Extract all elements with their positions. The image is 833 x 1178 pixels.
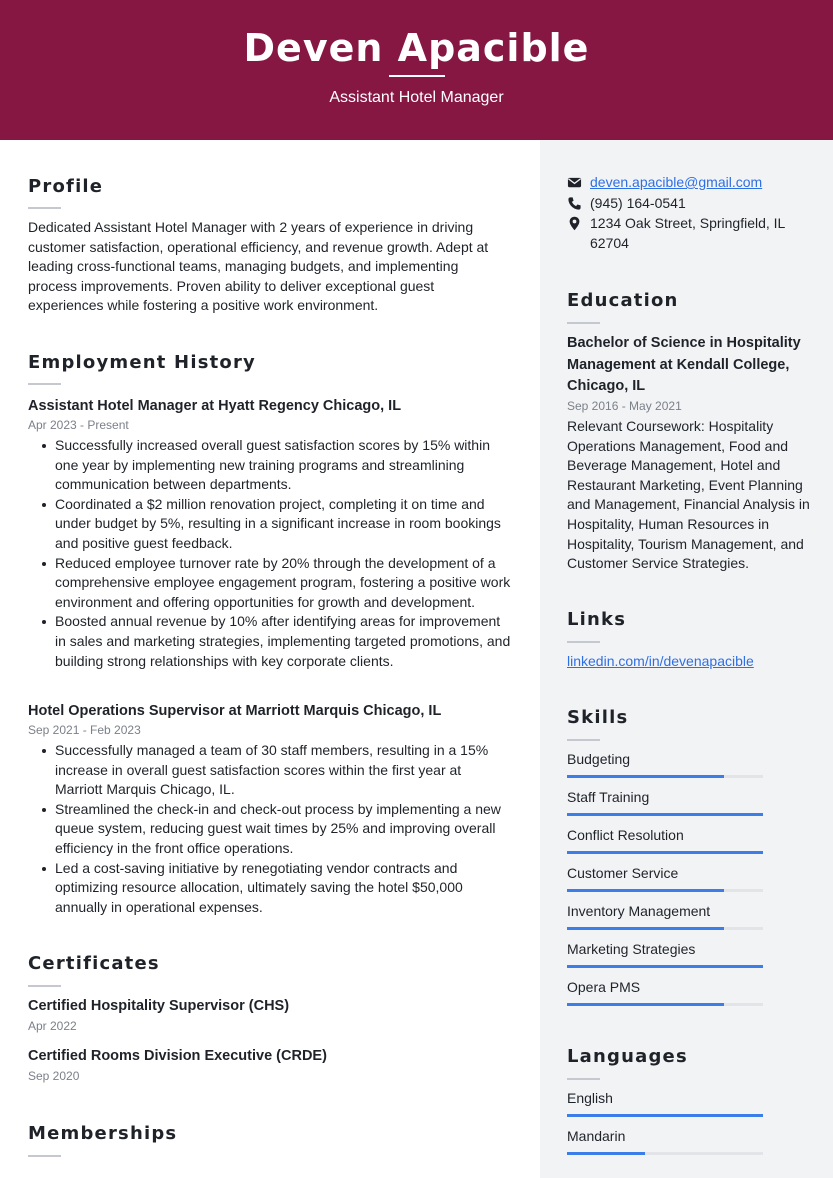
skill-level-bar [567,851,763,854]
skills-divider [567,739,600,741]
resume-header [0,0,833,140]
job-dates: Sep 2021 - Feb 2023 [28,723,141,737]
linkedin-link[interactable]: linkedin.com/in/devenapacible [567,653,754,669]
phone-number: (945) 164-0541 [590,195,686,211]
skill-level-fill [567,965,763,968]
candidate-name: Deven Apacible [243,26,590,70]
skills-heading: Skills [567,707,629,728]
bullet-item: Successfully managed a team of 30 staff members, resulting in a 15% increase in overall guest satisfaction scores within the first year at Marriott Marquis Chicago, IL. [28,741,512,800]
employment-heading: Employment History [28,352,256,373]
skill-level-bar [567,775,763,778]
job-title: Hotel Operations Supervisor at Marriott Marquis Chicago, IL [28,703,442,719]
candidate-title: Assistant Hotel Manager [329,89,504,106]
skill-name: Marketing Strategies [567,941,696,957]
address: 1234 Oak Street, Springfield, IL 62704 [590,215,785,251]
skill-level-fill [567,775,724,778]
language-name: Mandarin [567,1128,626,1144]
skill-name: Opera PMS [567,979,641,995]
certificate-date: Sep 2020 [28,1069,80,1083]
language-level-fill [567,1152,645,1155]
languages-heading: Languages [567,1046,688,1067]
bullet-item: Reduced employee turnover rate by 20% through the development of a comprehensive employee engagement program, fostering a positive work environment and offering opportunities for growth and development. [28,554,512,613]
certificates-divider [28,985,61,987]
degree-title: Bachelor of Science in Hospitality Management at Kendall College, Chicago, IL [567,335,801,394]
links-heading: Links [567,609,627,630]
certificates-heading: Certificates [28,953,160,974]
skill-level-fill [567,813,763,816]
certificate-name: Certified Rooms Division Executive (CRDE) [28,1048,327,1064]
certificate-date: Apr 2022 [28,1019,77,1033]
memberships-divider [28,1155,61,1157]
languages-divider [567,1078,600,1080]
bullet-item: Streamlined the check-in and check-out process by implementing a new queue system, reducing guest wait times by 25% and improving overall efficiency in the front office operations. [28,800,512,859]
skill-level-bar [567,1003,763,1006]
skill-name: Customer Service [567,865,679,881]
language-name: English [567,1090,613,1106]
contact-email-row [567,173,807,193]
bullet-item: Successfully increased overall guest satisfaction scores by 15% within one year by implementing new training programs and streamlining communication between departments. [28,436,512,495]
phone-icon [567,196,582,211]
map-pin-icon [567,216,582,231]
email-link[interactable]: deven.apacible@gmail.com [590,174,763,190]
skill-level-bar [567,927,763,930]
envelope-icon [567,175,582,190]
skill-level-fill [567,927,724,930]
profile-heading: Profile [28,176,104,197]
bullet-item: Coordinated a $2 million renovation project, completing it on time and under budget by 5%, resulting in a significant increase in room bookings and positive guest feedback. [28,495,512,554]
contact-address-row [567,214,807,254]
job-bullets [28,436,512,671]
skill-level-fill [567,851,763,854]
education-heading: Education [567,290,679,311]
job-dates: Apr 2023 - Present [28,418,129,432]
education-divider [567,322,600,324]
skill-name: Staff Training [567,789,650,805]
header-divider [389,75,445,77]
language-level-bar [567,1114,763,1117]
job-bullets [28,741,512,917]
job-title: Assistant Hotel Manager at Hyatt Regency Chicago, IL [28,398,402,414]
profile-summary: Dedicated Assistant Hotel Manager with 2 years of experience in driving customer satisfaction, operational efficiency, and revenue growth. Adept at leading cross-functional teams, managing budgets, and implementing process improvements. Proven ability to deliver exceptional guest experiences while fostering a positive work environment. [28,219,489,314]
skill-name: Inventory Management [567,903,711,919]
bullet-item: Boosted annual revenue by 10% after identifying areas for improvement in sales and marketing strategies, implementing targeted promotions, and building strong relationships with key corporate clients. [28,612,512,671]
skill-level-fill [567,889,724,892]
employment-divider [28,383,61,385]
skill-level-bar [567,813,763,816]
profile-divider [28,207,61,209]
coursework: Relevant Coursework: Hospitality Operations Management, Food and Beverage Management, Hotel and Restaurant Marketing, Event Planning and Management, Financial Analysis in Hospitality, Human Resources in Hospitality, Tourism Management, and Customer Service Strategies. [567,418,810,572]
memberships-heading: Memberships [28,1123,178,1144]
links-divider [567,641,600,643]
bullet-item: Led a cost-saving initiative by renegotiating vendor contracts and optimizing resource allocation, ultimately saving the hotel $50,000 annually in operational expenses. [28,859,512,918]
skill-level-bar [567,889,763,892]
contact-phone-row [567,194,807,214]
skill-name: Budgeting [567,751,631,767]
skill-level-fill [567,1003,724,1006]
certificate-name: Certified Hospitality Supervisor (CHS) [28,998,290,1014]
education-dates: Sep 2016 - May 2021 [567,399,682,413]
language-level-bar [567,1152,763,1155]
skill-level-bar [567,965,763,968]
language-level-fill [567,1114,763,1117]
skill-name: Conflict Resolution [567,827,684,843]
